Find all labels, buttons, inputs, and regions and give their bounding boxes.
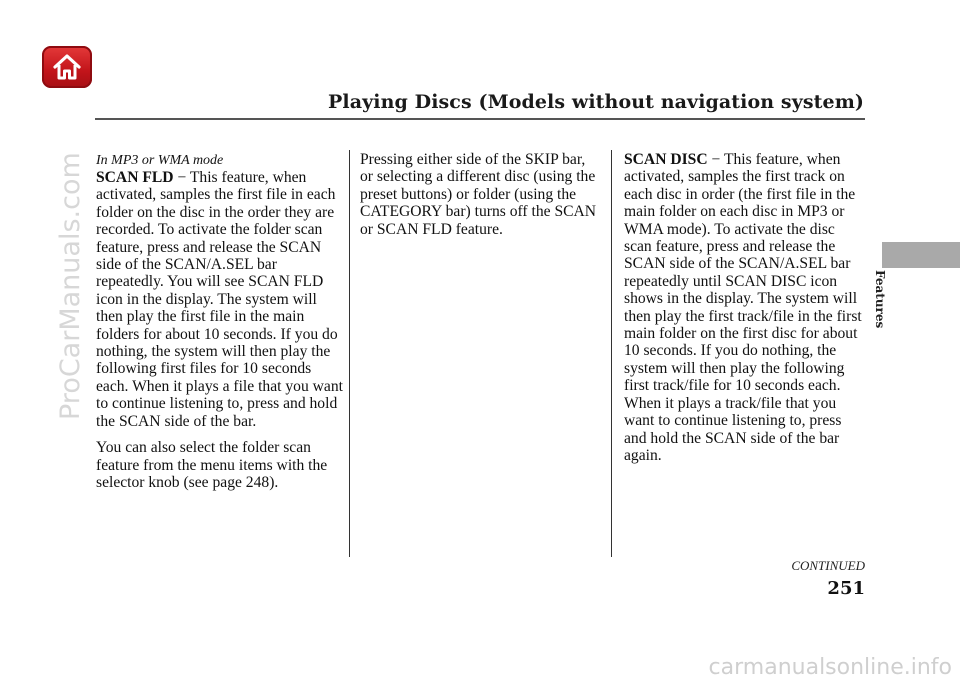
continued-label: CONTINUED — [791, 558, 865, 573]
text-column-1 — [96, 151, 344, 500]
mode-subheading: In MP3 or WMA mode — [96, 153, 224, 168]
watermark-carmanualsonline: carmanualsonline.info — [708, 655, 952, 680]
folder-scan-menu-note: You can also select the folder scan feature from the menu items with the selector knob (see page 248). — [96, 439, 328, 491]
text-column-2 — [360, 151, 600, 247]
watermark-procarmanuals: ProCarManuals.com — [55, 152, 86, 420]
text-column-3 — [624, 151, 864, 473]
page-number: 251 — [827, 578, 865, 599]
header-divider — [95, 118, 865, 120]
scan-fld-term: SCAN FLD — [96, 169, 174, 186]
home-button[interactable] — [42, 46, 92, 88]
column-divider — [349, 150, 350, 557]
scan-disc-description: This feature, when activated, samples the first track on each disc in order (the first file in the main folder on each disc in MP3 or WMA mode). To activate the disc scan feature, press and release the SCAN side of the SCAN/A.SEL bar repeatedly until SCAN DISC icon shows in the display. The system will then play the first track/file in the first main folder on the first disc for about 10 seconds. If you do nothing, the system will then play the following first track/file for 10 seconds each. When it plays a track/file that you want to continue listening to, press and hold the SCAN side of the bar again. — [624, 151, 862, 464]
term-dash: − — [177, 169, 187, 186]
section-tab[interactable] — [882, 242, 960, 268]
term-dash: − — [711, 151, 721, 168]
column-divider — [611, 150, 612, 557]
section-label: Features — [873, 270, 887, 329]
scan-off-description: Pressing either side of the SKIP bar, or selecting a different disc (using the preset buttons) or folder (using the CATEGORY bar) turns off the SCAN or SCAN FLD feature. — [360, 151, 597, 238]
home-icon — [51, 51, 83, 83]
scan-disc-term: SCAN DISC — [624, 151, 708, 168]
scan-fld-description: This feature, when activated, samples the first file in each folder on the disc in the order they are recorded. To activate the folder scan feature, press and release the SCAN side of the SCAN/A.SEL bar repeatedly. You will see SCAN FLD icon in the display. The system will then play the first file in the main folders for about 10 seconds. If you do nothing, the system will then play the following first files for 10 seconds each. When it plays a file that you want to continue listening to, press and hold the SCAN side of the bar. — [96, 169, 343, 430]
page-title: Playing Discs (Models without navigation system) — [328, 91, 864, 113]
